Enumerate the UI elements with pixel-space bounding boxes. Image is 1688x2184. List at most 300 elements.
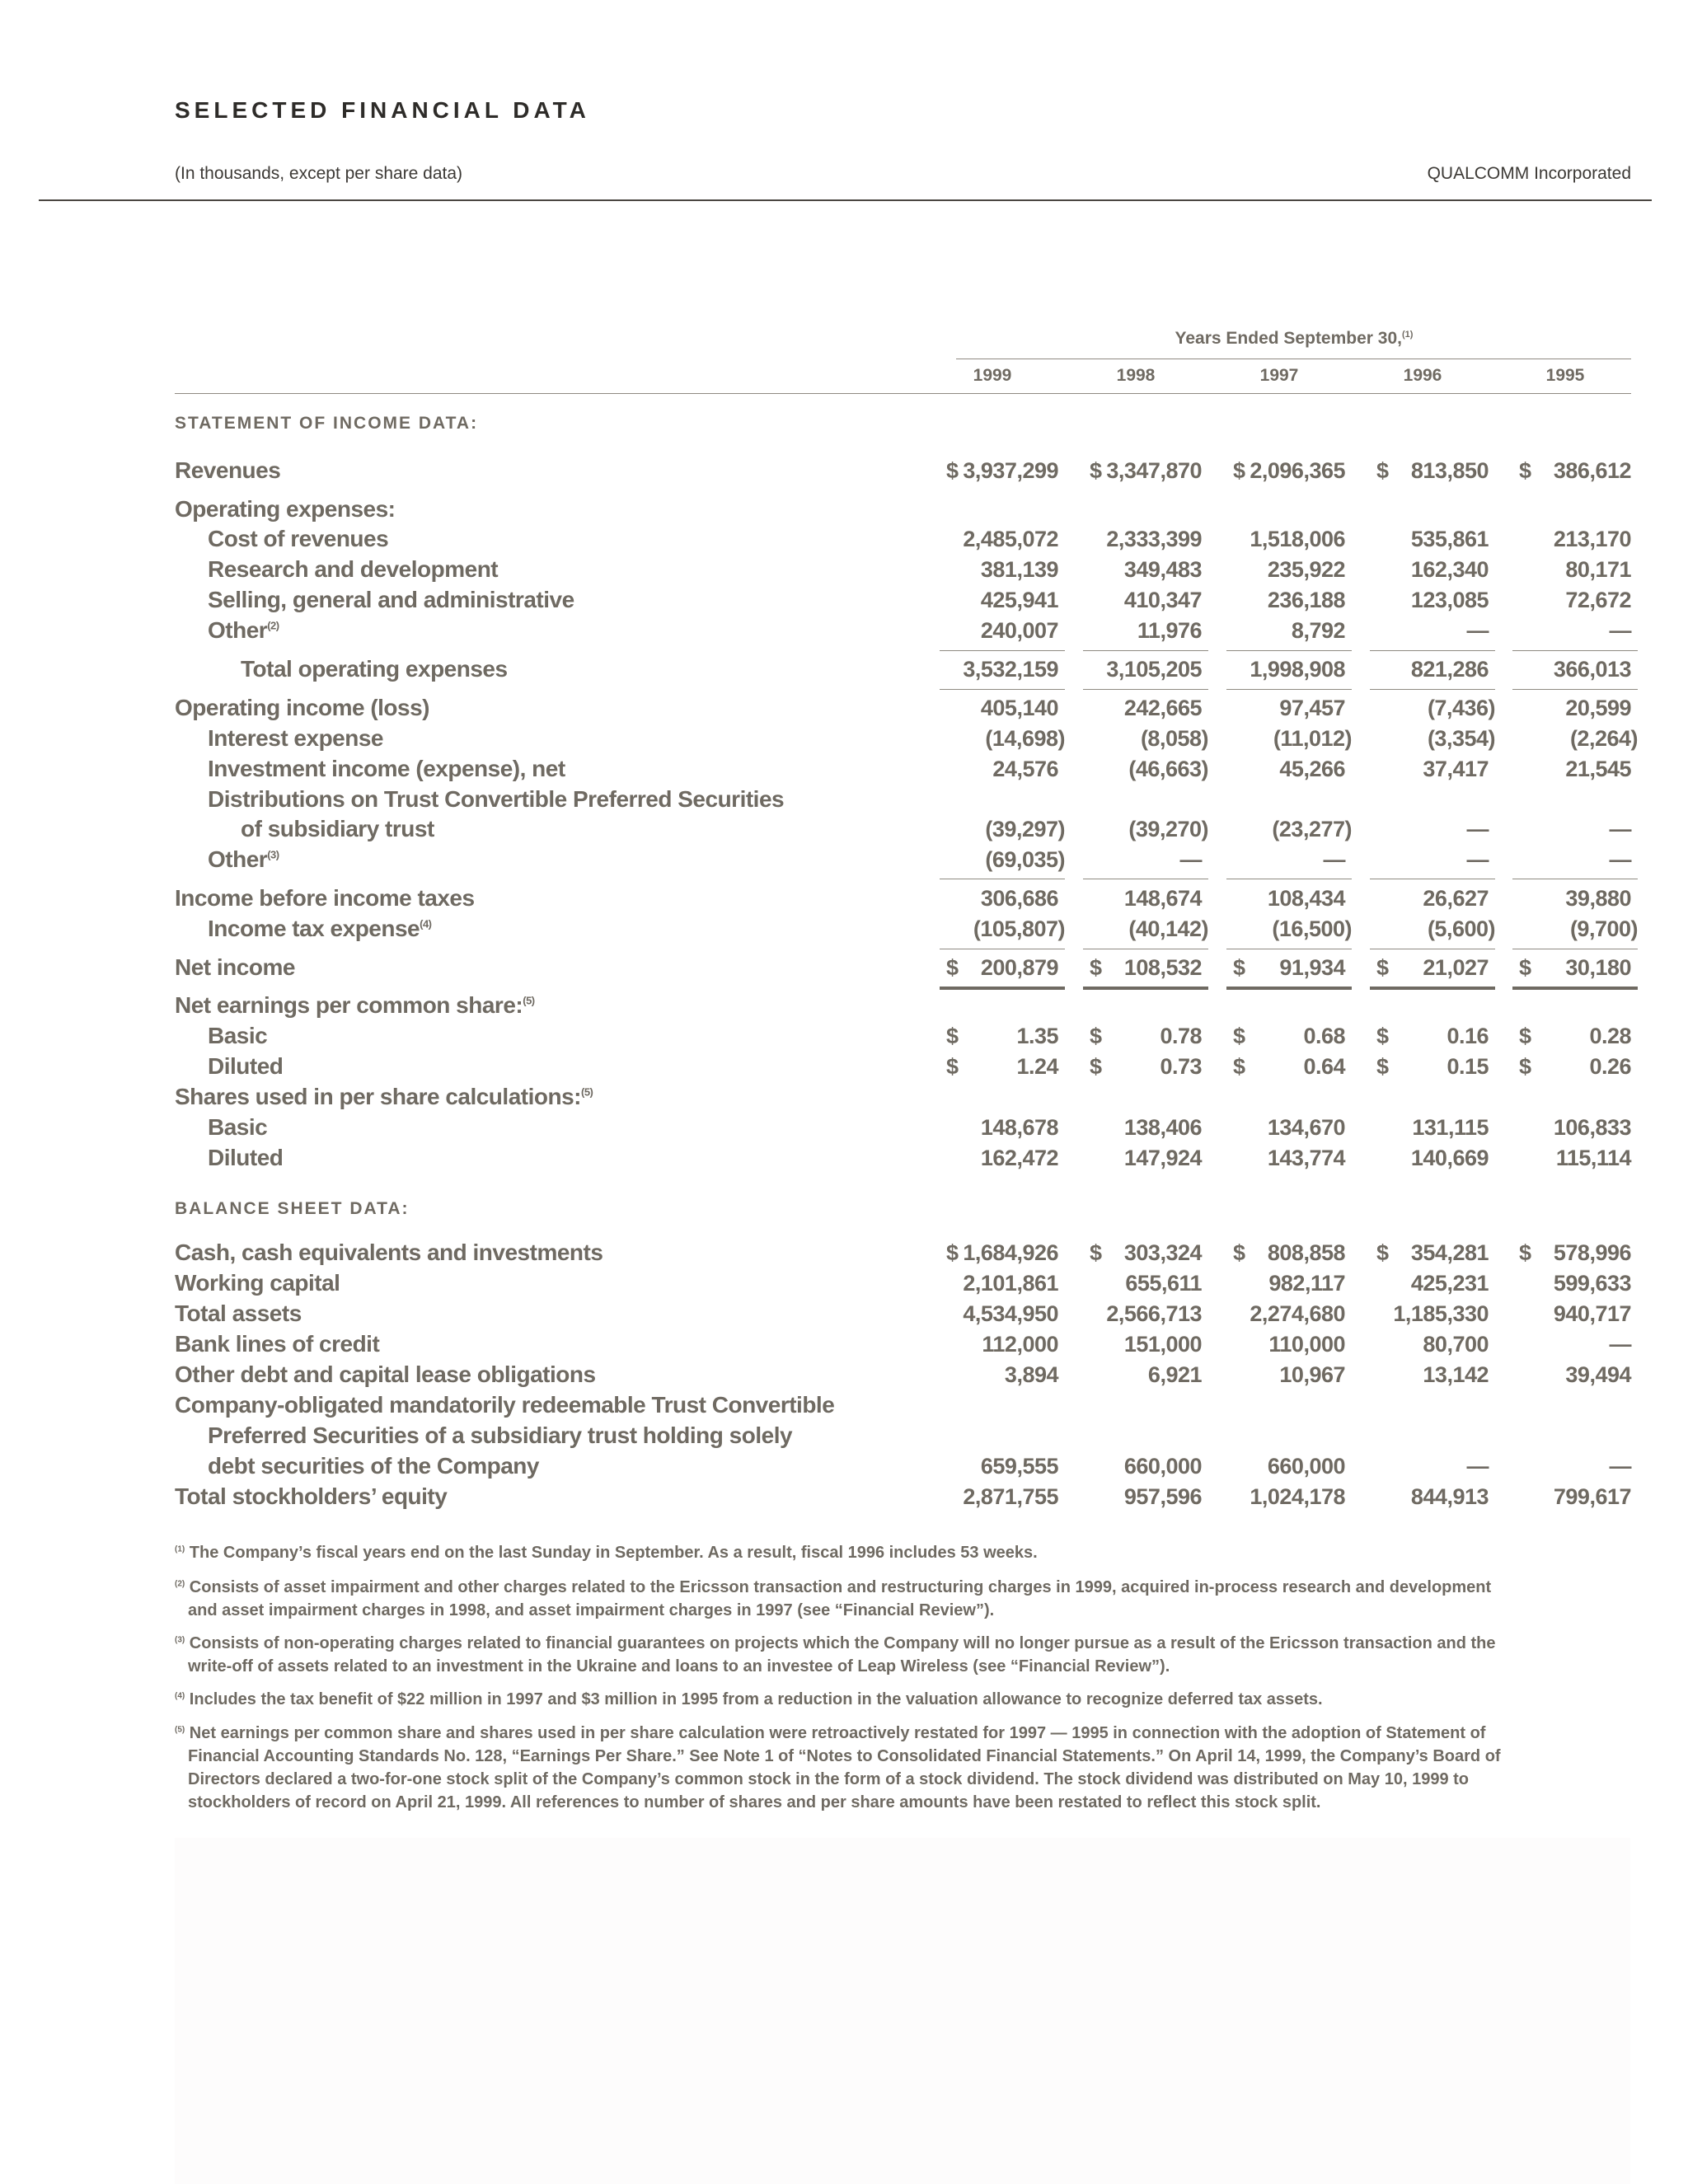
footnote-mark: (3) <box>267 848 279 861</box>
table-row <box>0 1299 1688 1329</box>
currency-symbol: $ <box>1376 1054 1389 1079</box>
table-cell <box>1213 883 1345 913</box>
years-heading-text: Years Ended September 30, <box>1175 329 1402 348</box>
cell-value: (39,297) <box>985 817 1065 841</box>
table-cell <box>926 1268 1058 1298</box>
row-label-text: Income before income taxes <box>175 885 475 911</box>
table-cell <box>926 616 1058 645</box>
row-label <box>208 555 498 584</box>
row-label <box>175 883 475 913</box>
table-cell <box>1357 1299 1489 1329</box>
column-header-1996: 1996 <box>1403 366 1442 385</box>
currency-symbol: $ <box>946 1054 959 1079</box>
years-heading <box>1137 329 1451 349</box>
cell-value: 1.35 <box>1016 1024 1058 1048</box>
table-cell <box>1357 693 1495 723</box>
cell-value: 1,024,178 <box>1250 1484 1345 1509</box>
table-row <box>0 1238 1688 1268</box>
cell-value: — <box>1179 847 1202 872</box>
cell-value: 236,188 <box>1267 588 1345 612</box>
table-row <box>0 991 1688 1020</box>
income-section-title: STATEMENT OF INCOME DATA: <box>175 414 479 433</box>
table-cell <box>1070 524 1202 554</box>
table-cell <box>926 1143 1058 1173</box>
currency-symbol: $ <box>946 1240 959 1265</box>
row-label <box>208 1451 539 1481</box>
cell-value: — <box>1609 817 1631 841</box>
table-cell <box>1499 914 1638 944</box>
currency-symbol: $ <box>1090 955 1102 980</box>
table-cell <box>1357 555 1489 584</box>
cell-value: 13,142 <box>1423 1362 1489 1387</box>
cell-value: 138,406 <box>1123 1115 1202 1140</box>
column-header-1999: 1999 <box>973 366 1012 385</box>
currency-symbol: $ <box>1519 955 1531 980</box>
column-header-1995: 1995 <box>1545 366 1585 385</box>
cell-value: (14,698) <box>985 726 1065 751</box>
cell-value: (2,264) <box>1569 726 1638 751</box>
row-label-text: Selling, general and administrative <box>208 587 574 612</box>
row-label <box>208 845 279 874</box>
table-cell <box>1499 883 1631 913</box>
cell-value: 131,115 <box>1412 1115 1489 1140</box>
table-cell <box>1499 814 1631 844</box>
table-cell <box>1070 1329 1202 1359</box>
cell-value: 148,674 <box>1123 886 1202 911</box>
row-label-text: Diluted <box>208 1053 284 1079</box>
cell-value: 134,670 <box>1267 1115 1345 1140</box>
cell-value: 80,171 <box>1565 557 1631 582</box>
table-cell <box>1357 1143 1489 1173</box>
row-label <box>175 1390 834 1420</box>
cell-value: — <box>1466 847 1489 872</box>
cell-value: 599,633 <box>1553 1271 1631 1296</box>
table-row <box>0 724 1688 753</box>
row-label <box>175 1238 603 1268</box>
table-cell <box>1070 1113 1202 1142</box>
cell-value: 0.16 <box>1447 1024 1489 1048</box>
footnote <box>175 1688 1523 1711</box>
cell-value: — <box>1609 1454 1631 1479</box>
cell-value: 147,924 <box>1123 1146 1202 1170</box>
table-cell <box>1213 1021 1345 1051</box>
footnote-mark: (4) <box>175 1691 185 1701</box>
cell-value: — <box>1466 1454 1489 1479</box>
footnote <box>175 1632 1523 1678</box>
table-cell <box>926 1052 1058 1081</box>
currency-symbol: $ <box>1233 1240 1245 1265</box>
cell-value: 115,114 <box>1555 1146 1631 1170</box>
cell-value: 844,913 <box>1410 1484 1489 1509</box>
table-cell <box>1070 456 1202 485</box>
table-row <box>0 1021 1688 1051</box>
footnote <box>175 1541 1523 1564</box>
cell-value: 162,472 <box>980 1146 1058 1170</box>
cell-value: — <box>1466 618 1489 643</box>
table-cell <box>926 1329 1058 1359</box>
table-cell <box>1070 693 1202 723</box>
table-row <box>0 953 1688 982</box>
table-cell <box>1070 585 1202 615</box>
cell-value: (5,600) <box>1427 916 1495 941</box>
cell-value: 982,117 <box>1268 1271 1345 1296</box>
table-row <box>0 914 1688 944</box>
cell-value: — <box>1609 1332 1631 1357</box>
row-label-text: Investment income (expense), net <box>208 756 565 781</box>
row-label <box>175 991 535 1020</box>
row-label-text: Basic <box>208 1114 268 1140</box>
table-cell <box>1213 1299 1345 1329</box>
cell-value: 0.64 <box>1303 1054 1345 1079</box>
footnote-mark: (3) <box>175 1635 185 1645</box>
row-label-text: Research and development <box>208 556 499 582</box>
table-cell <box>926 654 1058 684</box>
table-cell <box>1499 616 1631 645</box>
table-cell <box>1213 1329 1345 1359</box>
footnote-mark: (5) <box>580 1085 593 1099</box>
table-cell <box>1213 524 1345 554</box>
table-cell <box>1499 524 1631 554</box>
row-label <box>208 914 432 944</box>
table-cell <box>926 1299 1058 1329</box>
table-cell <box>1070 1299 1202 1329</box>
cell-value: 1,684,926 <box>963 1240 1058 1265</box>
cell-value: 349,483 <box>1123 557 1202 582</box>
row-label-text: Preferred Securities of a subsidiary trust holding solely <box>208 1422 793 1448</box>
row-label-text: Basic <box>208 1023 268 1048</box>
cell-value: 0.78 <box>1160 1024 1202 1048</box>
table-cell <box>1499 654 1631 684</box>
table-cell <box>1213 754 1345 784</box>
cell-value: 2,485,072 <box>963 527 1058 551</box>
footnote-mark: (5) <box>175 1725 185 1735</box>
table-cell <box>926 1451 1058 1481</box>
row-label <box>175 1268 340 1298</box>
table-cell <box>926 524 1058 554</box>
table-cell <box>1499 845 1631 874</box>
table-cell <box>1499 1268 1631 1298</box>
row-label-text: Net income <box>175 954 295 980</box>
row-label <box>175 1360 596 1390</box>
cell-value: 655,611 <box>1125 1271 1202 1296</box>
currency-symbol: $ <box>1376 1024 1389 1048</box>
table-row <box>0 524 1688 554</box>
table-cell <box>1070 616 1202 645</box>
table-cell <box>1213 814 1352 844</box>
table-cell <box>1499 585 1631 615</box>
table-cell <box>1357 845 1489 874</box>
currency-symbol: $ <box>1090 458 1102 483</box>
row-label-text: Other debt and capital lease obligations <box>175 1361 596 1387</box>
table-row <box>0 1082 1688 1112</box>
table-cell <box>1357 883 1489 913</box>
row-label <box>175 1329 379 1359</box>
cell-value: (16,500) <box>1272 916 1352 941</box>
row-label <box>208 754 565 784</box>
table-cell <box>1357 654 1489 684</box>
table-cell <box>1213 555 1345 584</box>
currency-symbol: $ <box>1233 1024 1245 1048</box>
cell-value: 303,324 <box>1123 1240 1202 1265</box>
row-label <box>175 456 280 485</box>
cell-value: (7,436) <box>1427 696 1495 720</box>
cell-value: 20,599 <box>1565 696 1631 720</box>
table-cell <box>1357 953 1489 982</box>
table-cell <box>1499 555 1631 584</box>
table-cell <box>1357 914 1495 944</box>
cell-value: (11,012) <box>1273 726 1352 751</box>
footnote-text: Consists of asset impairment and other charges related to the Ericsson transaction and restructuring charges in 1999, acquired in-process research and development and asset impairment charges in 1998, and asset impairment charges in 1997 (see “Financial Review”). <box>185 1578 1492 1619</box>
currency-symbol: $ <box>1090 1240 1102 1265</box>
cell-value: 0.28 <box>1589 1024 1631 1048</box>
row-label-text: Operating expenses: <box>175 496 396 522</box>
table-cell <box>1499 953 1631 982</box>
table-cell <box>1499 1238 1631 1268</box>
table-cell <box>1499 1299 1631 1329</box>
table-row <box>0 1451 1688 1481</box>
cell-value: 39,880 <box>1565 886 1631 911</box>
table-cell <box>1499 1451 1631 1481</box>
table-cell <box>1499 1360 1631 1390</box>
row-label-text: Income tax expense <box>208 916 420 941</box>
table-cell <box>1499 693 1631 723</box>
table-cell <box>1213 1143 1345 1173</box>
table-cell <box>1213 1113 1345 1142</box>
header-divider <box>39 199 1652 201</box>
table-cell <box>1499 1052 1631 1081</box>
table-row <box>0 1143 1688 1173</box>
table-cell <box>1213 1451 1345 1481</box>
footnote-mark: (1) <box>175 1544 185 1554</box>
subtotal-rule <box>1370 689 1495 690</box>
table-cell <box>1070 1451 1202 1481</box>
table-cell <box>1357 724 1495 753</box>
cell-value: 123,085 <box>1410 588 1489 612</box>
cell-value: (40,142) <box>1128 916 1208 941</box>
row-label-text: Interest expense <box>208 725 383 751</box>
total-underline <box>1370 987 1495 990</box>
cell-value: 148,678 <box>980 1115 1058 1140</box>
subtotal-rule <box>940 650 1065 651</box>
cell-value: 24,576 <box>992 757 1058 781</box>
subtotal-rule <box>1226 689 1352 690</box>
cell-value: 405,140 <box>980 696 1058 720</box>
cell-value: 242,665 <box>1123 696 1202 720</box>
cell-value: 410,347 <box>1123 588 1202 612</box>
table-cell <box>1499 1482 1631 1511</box>
footnote <box>175 1576 1523 1622</box>
row-label <box>208 1052 283 1081</box>
row-label <box>175 1299 302 1329</box>
cell-value: — <box>1466 817 1489 841</box>
currency-symbol: $ <box>1376 458 1389 483</box>
cell-value: 110,000 <box>1268 1332 1345 1357</box>
total-underline <box>1512 987 1638 990</box>
page-shade <box>175 1838 1630 2184</box>
table-cell <box>1357 585 1489 615</box>
subtotal-rule <box>1370 650 1495 651</box>
table-cell <box>926 883 1058 913</box>
table-cell <box>1070 814 1208 844</box>
table-cell <box>1213 953 1345 982</box>
table-cell <box>926 845 1065 874</box>
footnote-text: Consists of non-operating charges related to financial guarantees on projects which the Company will no longer pursue as a result of the Ericsson transaction and the write-off of assets related to an investment in the Ukraine and loans to an investee of Leap Wireless (see “Financial Review”). <box>185 1634 1496 1675</box>
table-cell <box>926 754 1058 784</box>
cell-value: 162,340 <box>1410 557 1489 582</box>
cell-value: (3,354) <box>1427 726 1495 751</box>
footnote-text: Includes the tax benefit of $22 million in 1997 and $3 million in 1995 from a reduction in the valuation allowance to recognize deferred tax assets. <box>185 1690 1323 1708</box>
subtotal-rule <box>1083 650 1208 651</box>
table-cell <box>1499 1143 1631 1173</box>
cell-value: 2,566,713 <box>1106 1301 1202 1326</box>
footnote-mark: (2) <box>267 619 279 632</box>
cell-value: 381,139 <box>980 557 1058 582</box>
table-row <box>0 494 1688 524</box>
row-label <box>208 1143 283 1173</box>
row-label <box>208 524 388 554</box>
table-cell <box>1213 585 1345 615</box>
currency-symbol: $ <box>1519 1054 1531 1079</box>
table-cell <box>1357 1021 1489 1051</box>
cell-value: 3,532,159 <box>963 657 1058 682</box>
cell-value: 21,027 <box>1423 955 1489 980</box>
cell-value: (39,270) <box>1128 817 1208 841</box>
row-label-text: Shares used in per share calculations: <box>175 1084 581 1109</box>
table-row <box>0 814 1688 844</box>
table-cell <box>1357 1329 1489 1359</box>
table-cell <box>926 693 1058 723</box>
currency-symbol: $ <box>1519 1024 1531 1048</box>
cell-value: (69,035) <box>985 847 1065 872</box>
currency-symbol: $ <box>1233 1054 1245 1079</box>
row-label-text: Total stockholders’ equity <box>175 1483 448 1509</box>
cell-value: 0.26 <box>1589 1054 1631 1079</box>
cell-value: 425,231 <box>1410 1271 1489 1296</box>
table-cell <box>1213 1482 1345 1511</box>
table-cell <box>926 814 1065 844</box>
total-underline <box>1083 987 1208 990</box>
table-cell <box>1070 654 1202 684</box>
row-label <box>175 494 395 524</box>
table-cell <box>1213 724 1352 753</box>
cell-value: 26,627 <box>1423 886 1489 911</box>
table-cell <box>1070 754 1208 784</box>
cell-value: 366,013 <box>1553 657 1631 682</box>
cell-value: 2,274,680 <box>1250 1301 1345 1326</box>
table-cell <box>1213 456 1345 485</box>
row-label-text: Company-obligated mandatorily redeemable Trust Convertible <box>175 1392 835 1418</box>
table-cell <box>1357 1360 1489 1390</box>
cell-value: 425,941 <box>980 588 1058 612</box>
cell-value: 821,286 <box>1410 657 1489 682</box>
cell-value: 240,007 <box>980 618 1058 643</box>
table-row <box>0 1052 1688 1081</box>
cell-value: 1.24 <box>1016 1054 1058 1079</box>
table-cell <box>1357 1238 1489 1268</box>
cell-value: (8,058) <box>1140 726 1208 751</box>
cell-value: 0.73 <box>1160 1054 1202 1079</box>
row-label-text: Cash, cash equivalents and investments <box>175 1240 603 1265</box>
cell-value: 112,000 <box>982 1332 1058 1357</box>
cell-value: 108,434 <box>1267 886 1345 911</box>
table-cell <box>1213 1238 1345 1268</box>
cell-value: 2,871,755 <box>963 1484 1058 1509</box>
currency-symbol: $ <box>1233 955 1245 980</box>
cell-value: 45,266 <box>1279 757 1345 781</box>
table-cell <box>1070 914 1208 944</box>
table-row <box>0 555 1688 584</box>
row-label <box>241 654 508 684</box>
table-cell <box>1070 1268 1202 1298</box>
cell-value: 151,000 <box>1123 1332 1202 1357</box>
cell-value: 1,185,330 <box>1393 1301 1489 1326</box>
cell-value: 578,996 <box>1553 1240 1631 1265</box>
cell-value: 1,998,908 <box>1250 657 1345 682</box>
table-cell <box>926 1021 1058 1051</box>
table-row <box>0 456 1688 485</box>
currency-symbol: $ <box>1376 955 1389 980</box>
table-row <box>0 1390 1688 1420</box>
row-label-text: Distributions on Trust Convertible Preferred Securities <box>208 786 785 812</box>
cell-value: 808,858 <box>1267 1240 1345 1265</box>
footnote-mark: (2) <box>175 1579 185 1589</box>
table-cell <box>1357 1268 1489 1298</box>
row-label <box>208 616 279 645</box>
row-label <box>208 724 383 753</box>
table-cell <box>1070 555 1202 584</box>
currency-symbol: $ <box>1519 458 1531 483</box>
table-cell <box>1499 456 1631 485</box>
row-label <box>175 953 295 982</box>
cell-value: (105,807) <box>973 916 1065 941</box>
cell-value: 957,596 <box>1123 1484 1202 1509</box>
table-cell <box>1070 845 1202 874</box>
table-row <box>0 654 1688 684</box>
table-row <box>0 1113 1688 1142</box>
total-underline <box>1226 987 1352 990</box>
row-label-text: Total assets <box>175 1301 302 1326</box>
column-header-1997: 1997 <box>1259 366 1299 385</box>
cell-value: 660,000 <box>1123 1454 1202 1479</box>
table-cell <box>1070 953 1202 982</box>
cell-value: 213,170 <box>1553 527 1631 551</box>
cell-value: 8,792 <box>1291 618 1345 643</box>
table-cell <box>1070 1360 1202 1390</box>
table-cell <box>926 1238 1058 1268</box>
currency-symbol: $ <box>1519 1240 1531 1265</box>
table-cell <box>1357 754 1489 784</box>
table-cell <box>1499 1021 1631 1051</box>
footnote <box>175 1722 1523 1814</box>
table-cell <box>1499 754 1631 784</box>
currency-symbol: $ <box>946 1024 959 1048</box>
column-header-1998: 1998 <box>1116 366 1156 385</box>
table-cell <box>1357 524 1489 554</box>
cell-value: 97,457 <box>1279 696 1345 720</box>
cell-value: — <box>1609 847 1631 872</box>
table-row <box>0 754 1688 784</box>
header-bottom-divider <box>175 393 1631 394</box>
table-cell <box>1070 883 1202 913</box>
table-cell <box>1070 1482 1202 1511</box>
years-heading-footnote-mark: (1) <box>1402 330 1414 340</box>
row-label-text: Cost of revenues <box>208 526 389 551</box>
currency-symbol: $ <box>1090 1054 1102 1079</box>
total-underline <box>940 987 1065 990</box>
table-cell <box>1213 914 1352 944</box>
table-cell <box>926 953 1058 982</box>
cell-value: 143,774 <box>1267 1146 1345 1170</box>
